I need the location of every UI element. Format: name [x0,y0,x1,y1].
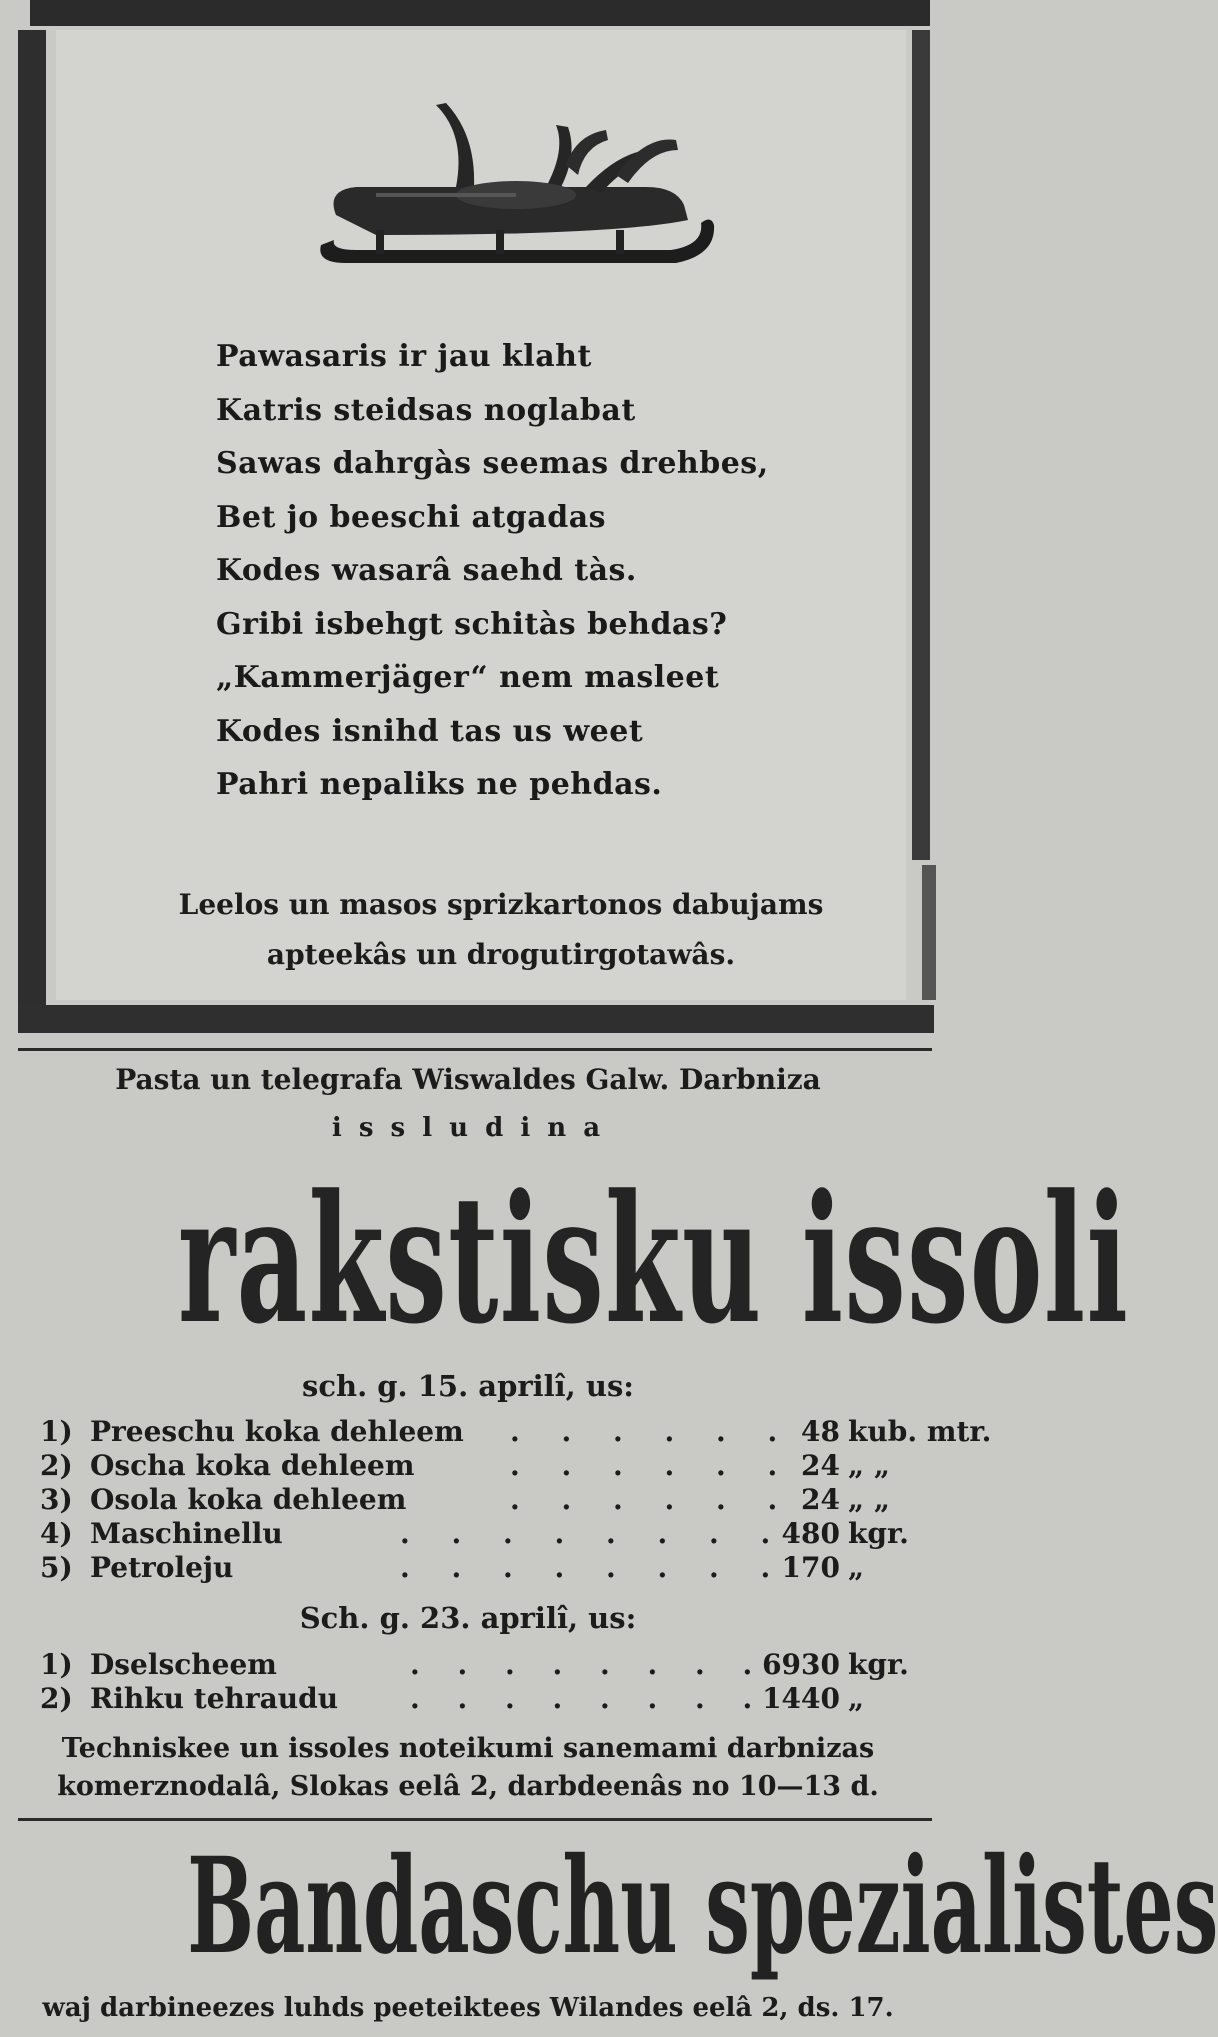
item-unit: kgr. [848,1648,909,1681]
auction-date-1: sch. g. 15. aprilî, us: [302,1369,634,1403]
issuer-name: Pasta un telegrafa Wiswaldes Galw. Darbniza [115,1063,821,1096]
item-unit: „ [848,1551,865,1584]
item-leader-dots: . . . . . . [510,1449,794,1482]
item-quantity: 24 [801,1449,840,1482]
auction-title: rakstisku issoli [177,1156,1130,1363]
availability-line-1: Leelos un masos sprizkartonos dabujams [178,888,824,921]
kammerjager-ad [18,0,936,1030]
auction-date-2: Sch. g. 23. aprilî, us: [299,1601,637,1635]
poem [216,330,896,812]
list-item [40,1483,930,1517]
conditions-line-2: komerznodalâ, Slokas eelâ 2, darbdeenâs no 10—13 d. [57,1771,879,1802]
ad-border-right [912,30,930,860]
ad-availability-note [96,880,906,980]
announces-label: i s s l u d i n a [331,1113,605,1143]
item-name: Oscha koka dehleem [90,1449,415,1482]
item-leader-dots: . . . . . . [510,1415,794,1448]
specialists-contact: waj darbineezes luhds peeteiktees Wilandes eelâ 2, ds. 17. [42,1993,894,2023]
list-item [40,1415,992,1449]
item-name: Preeschu koka dehleem [90,1415,464,1448]
availability-line-2: apteekâs un drogutirgotawâs. [266,938,736,971]
list-item [40,1449,930,1483]
specialists-title: Bandaschu spezialistes [187,1829,1218,1984]
poem-line: Pahri nepaliks ne pehdas. [216,767,663,802]
item-quantity: 24 [801,1483,840,1516]
item-name: Osola koka dehleem [90,1483,407,1516]
item-leader-dots: . . . . . . . . [410,1648,767,1681]
poem-line: Kodes wasarâ saehd tàs. [216,553,637,588]
sled-illustration-icon [316,95,736,275]
poem-line: Gribi isbehgt schitàs behdas? [216,606,728,642]
poem-line: Pawasaris ir jau klaht [216,339,592,374]
item-number: 2) [40,1449,73,1482]
item-number: 4) [40,1517,73,1550]
item-quantity: 1440 [762,1682,840,1715]
item-quantity: 48 [801,1415,840,1448]
poem-line: Sawas dahrgàs seemas drehbes, [216,446,769,481]
item-number: 1) [40,1648,73,1681]
ad-panel [56,30,906,1000]
ad-border-bottom [18,1005,934,1033]
item-leader-dots: . . . . . . [510,1483,794,1516]
item-unit: kgr. [848,1517,909,1550]
poem-line: „Kammerjäger“ nem masleet [216,660,720,695]
item-leader-dots: . . . . . . . . [410,1682,767,1715]
section-divider [18,1818,932,1821]
item-name: Rihku tehraudu [90,1682,339,1715]
item-number: 3) [40,1483,73,1516]
ad-border-top [30,0,930,26]
item-name: Maschinellu [90,1517,283,1550]
list-item [40,1648,930,1682]
item-leader-dots: . . . . . . . . [400,1551,787,1584]
ad-border-right-lower [922,865,936,1000]
item-number: 1) [40,1415,73,1448]
item-unit: „ „ [848,1449,890,1482]
list-item [40,1517,930,1551]
item-quantity: 6930 [762,1648,840,1681]
conditions-line-1: Techniskee un issoles noteikumi sanemami darbnizas [61,1733,875,1764]
item-unit: „ „ [848,1483,890,1516]
item-number: 2) [40,1682,73,1715]
poem-line: Kodes isnihd tas us weet [216,713,644,749]
list-item [40,1551,930,1585]
item-name: Petroleju [90,1551,234,1584]
item-unit: kub. mtr. [848,1415,992,1448]
poem-line: Bet jo beeschi atgadas [216,499,607,535]
item-leader-dots: . . . . . . . . [400,1517,787,1550]
item-name: Dselscheem [90,1648,277,1681]
poem-line: Katris steidsas noglabat [216,392,636,428]
item-unit: „ [848,1682,865,1715]
ad-border-left [18,30,46,1005]
list-item [40,1682,930,1716]
item-number: 5) [40,1551,73,1584]
section-divider [18,1048,932,1051]
item-quantity: 170 [781,1551,840,1584]
item-quantity: 480 [781,1517,840,1550]
